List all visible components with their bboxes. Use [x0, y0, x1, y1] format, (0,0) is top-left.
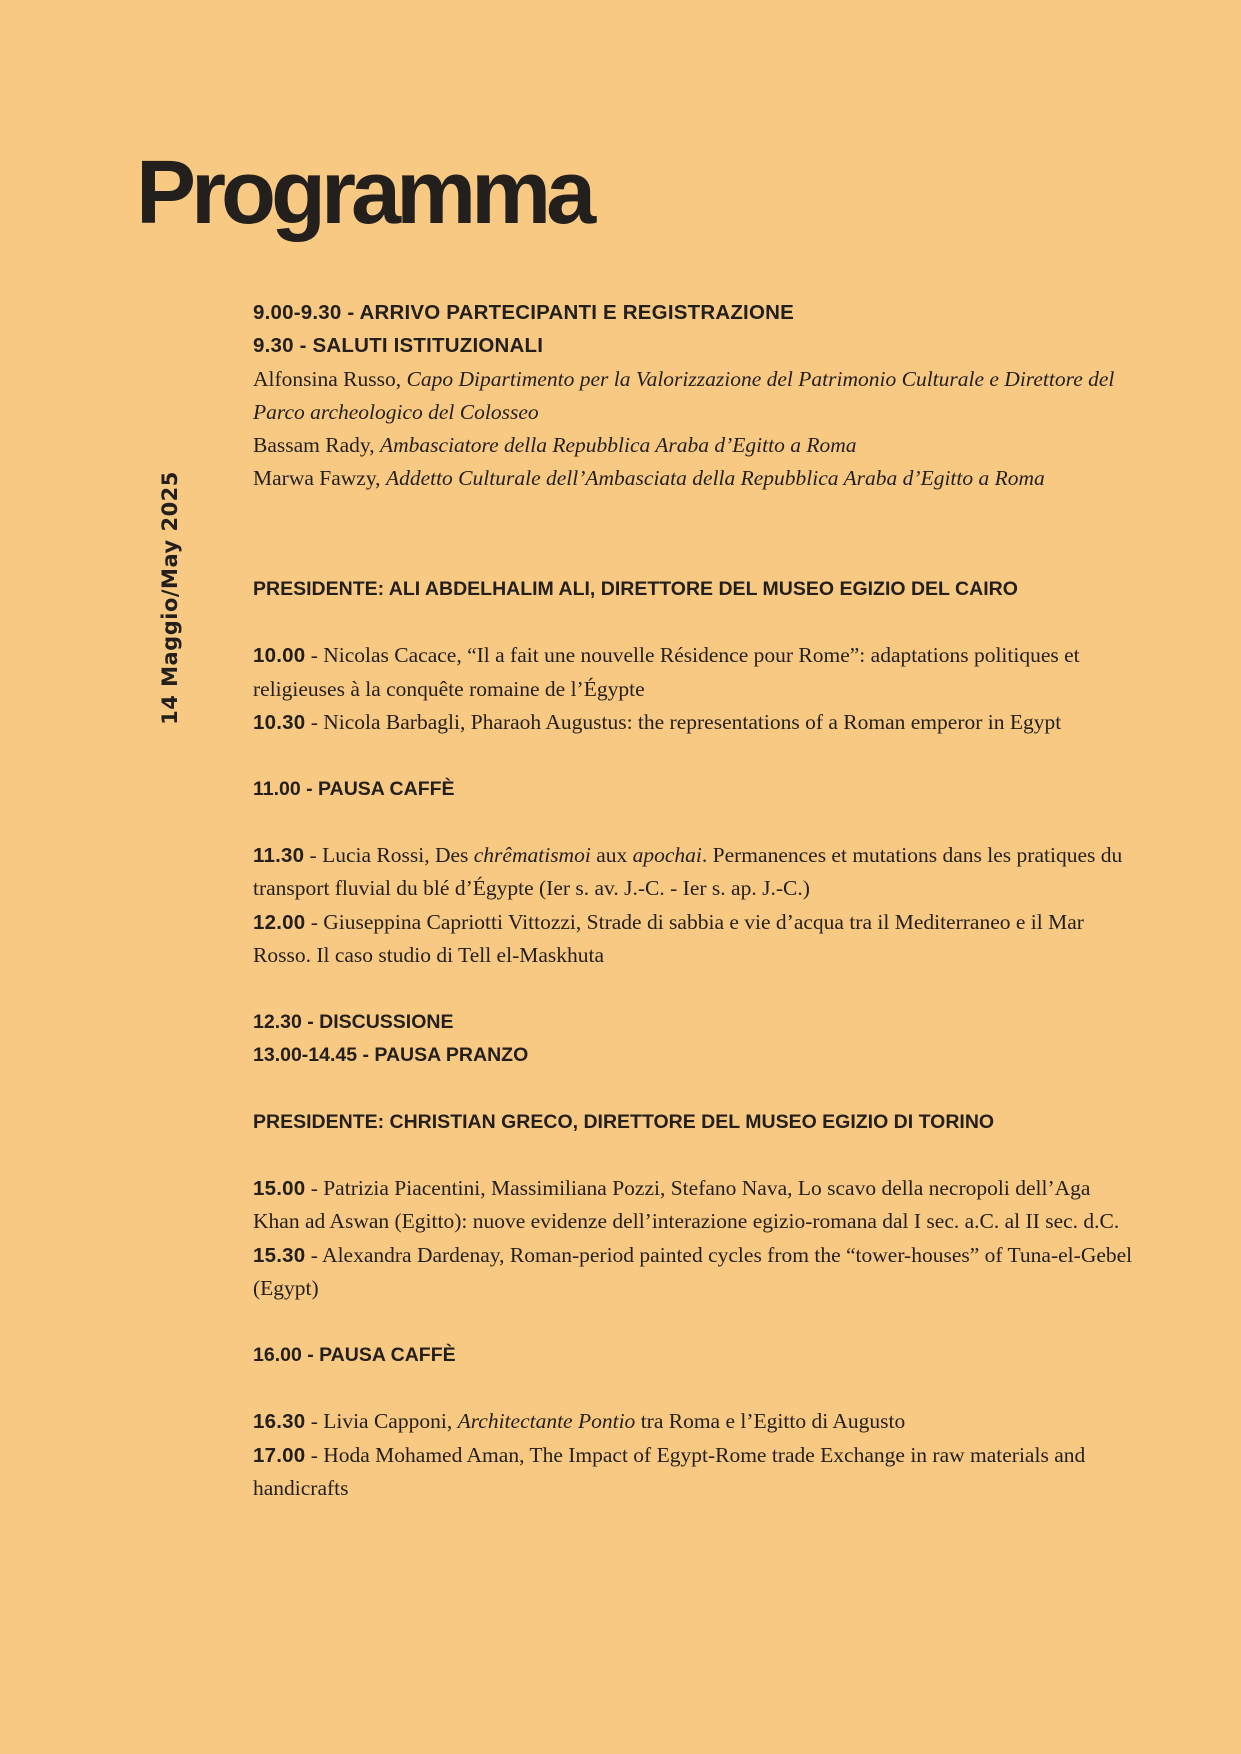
program-content — [253, 296, 1133, 1505]
greetings-item: 9.30 - SALUTI ISTITUZIONALI — [253, 334, 544, 358]
talk-item: 12.00 - Giuseppina Capriotti Vittozzi, Strade di sabbia e vie d’acqua tra il Mediterraneo e il Mar Rosso. Il caso studio di Tell el-Maskhuta — [253, 909, 1084, 968]
session-chair: PRESIDENTE: CHRISTIAN GRECO, DIRETTORE DEL MUSEO EGIZIO DI TORINO — [253, 1110, 995, 1133]
talk-item: 10.30 - Nicola Barbagli, Pharaoh Augustus: the representations of a Roman emperor in Egypt — [253, 709, 1062, 734]
event-date: 14 Maggio/May 2025 — [158, 471, 182, 725]
page-title: Programma — [136, 143, 592, 243]
break-item: 11.00 - PAUSA CAFFÈ — [253, 777, 455, 800]
session-chair: PRESIDENTE: ALI ABDELHALIM ALI, DIRETTORE DEL MUSEO EGIZIO DEL CAIRO — [253, 577, 1018, 600]
break-item: 16.00 - PAUSA CAFFÈ — [253, 1343, 456, 1366]
talk-item: 17.00 - Hoda Mohamed Aman, The Impact of Egypt-Rome trade Exchange in raw materials and handicrafts — [253, 1442, 1086, 1500]
speaker-item: Bassam Rady, Ambasciatore della Repubblica Araba d’Egitto a Roma — [253, 433, 857, 458]
lunch-item: 13.00-14.45 - PAUSA PRANZO — [253, 1043, 529, 1066]
arrival-item: 9.00-9.30 - ARRIVO PARTECIPANTI E REGISTRAZIONE — [253, 301, 794, 324]
discussion-item: 12.30 - DISCUSSIONE — [253, 1010, 454, 1033]
talk-item: 15.30 - Alexandra Dardenay, Roman-period painted cycles from the “tower-houses” of Tuna-el-Gebel (Egypt) — [253, 1242, 1133, 1301]
talk-item: 16.30 - Livia Capponi, Architectante Pontio tra Roma e l’Egitto di Augusto — [253, 1409, 906, 1434]
speaker-item: Marwa Fawzy, Addetto Culturale dell’Ambasciata della Repubblica Araba d’Egitto a Roma — [253, 466, 1045, 491]
speaker-item: Alfonsina Russo, Capo Dipartimento per la Valorizzazione del Patrimonio Culturale e Direttore del Parco archeologico del Colosseo — [253, 366, 1115, 424]
talk-item: 11.30 - Lucia Rossi, Des chrêmatismoi aux apochai. Permanences et mutations dans les pratiques du transport fluvial du blé d’Égypte (Ier s. av. J.-C. - Ier s. ap. J.-C.) — [253, 843, 1123, 901]
talk-item: 10.00 - Nicolas Cacace, “Il a fait une nouvelle Résidence pour Rome”: adaptations politiques et religieuses à la conquête romaine de l’Égypte — [253, 643, 1080, 701]
talk-item: 15.00 - Patrizia Piacentini, Massimiliana Pozzi, Stefano Nava, Lo scavo della necropoli dell’Aga Khan ad Aswan (Egitto): nuove evidenze dell’interazione egizio-romana dal I sec. a.C. al II sec. d.C. — [253, 1176, 1120, 1234]
